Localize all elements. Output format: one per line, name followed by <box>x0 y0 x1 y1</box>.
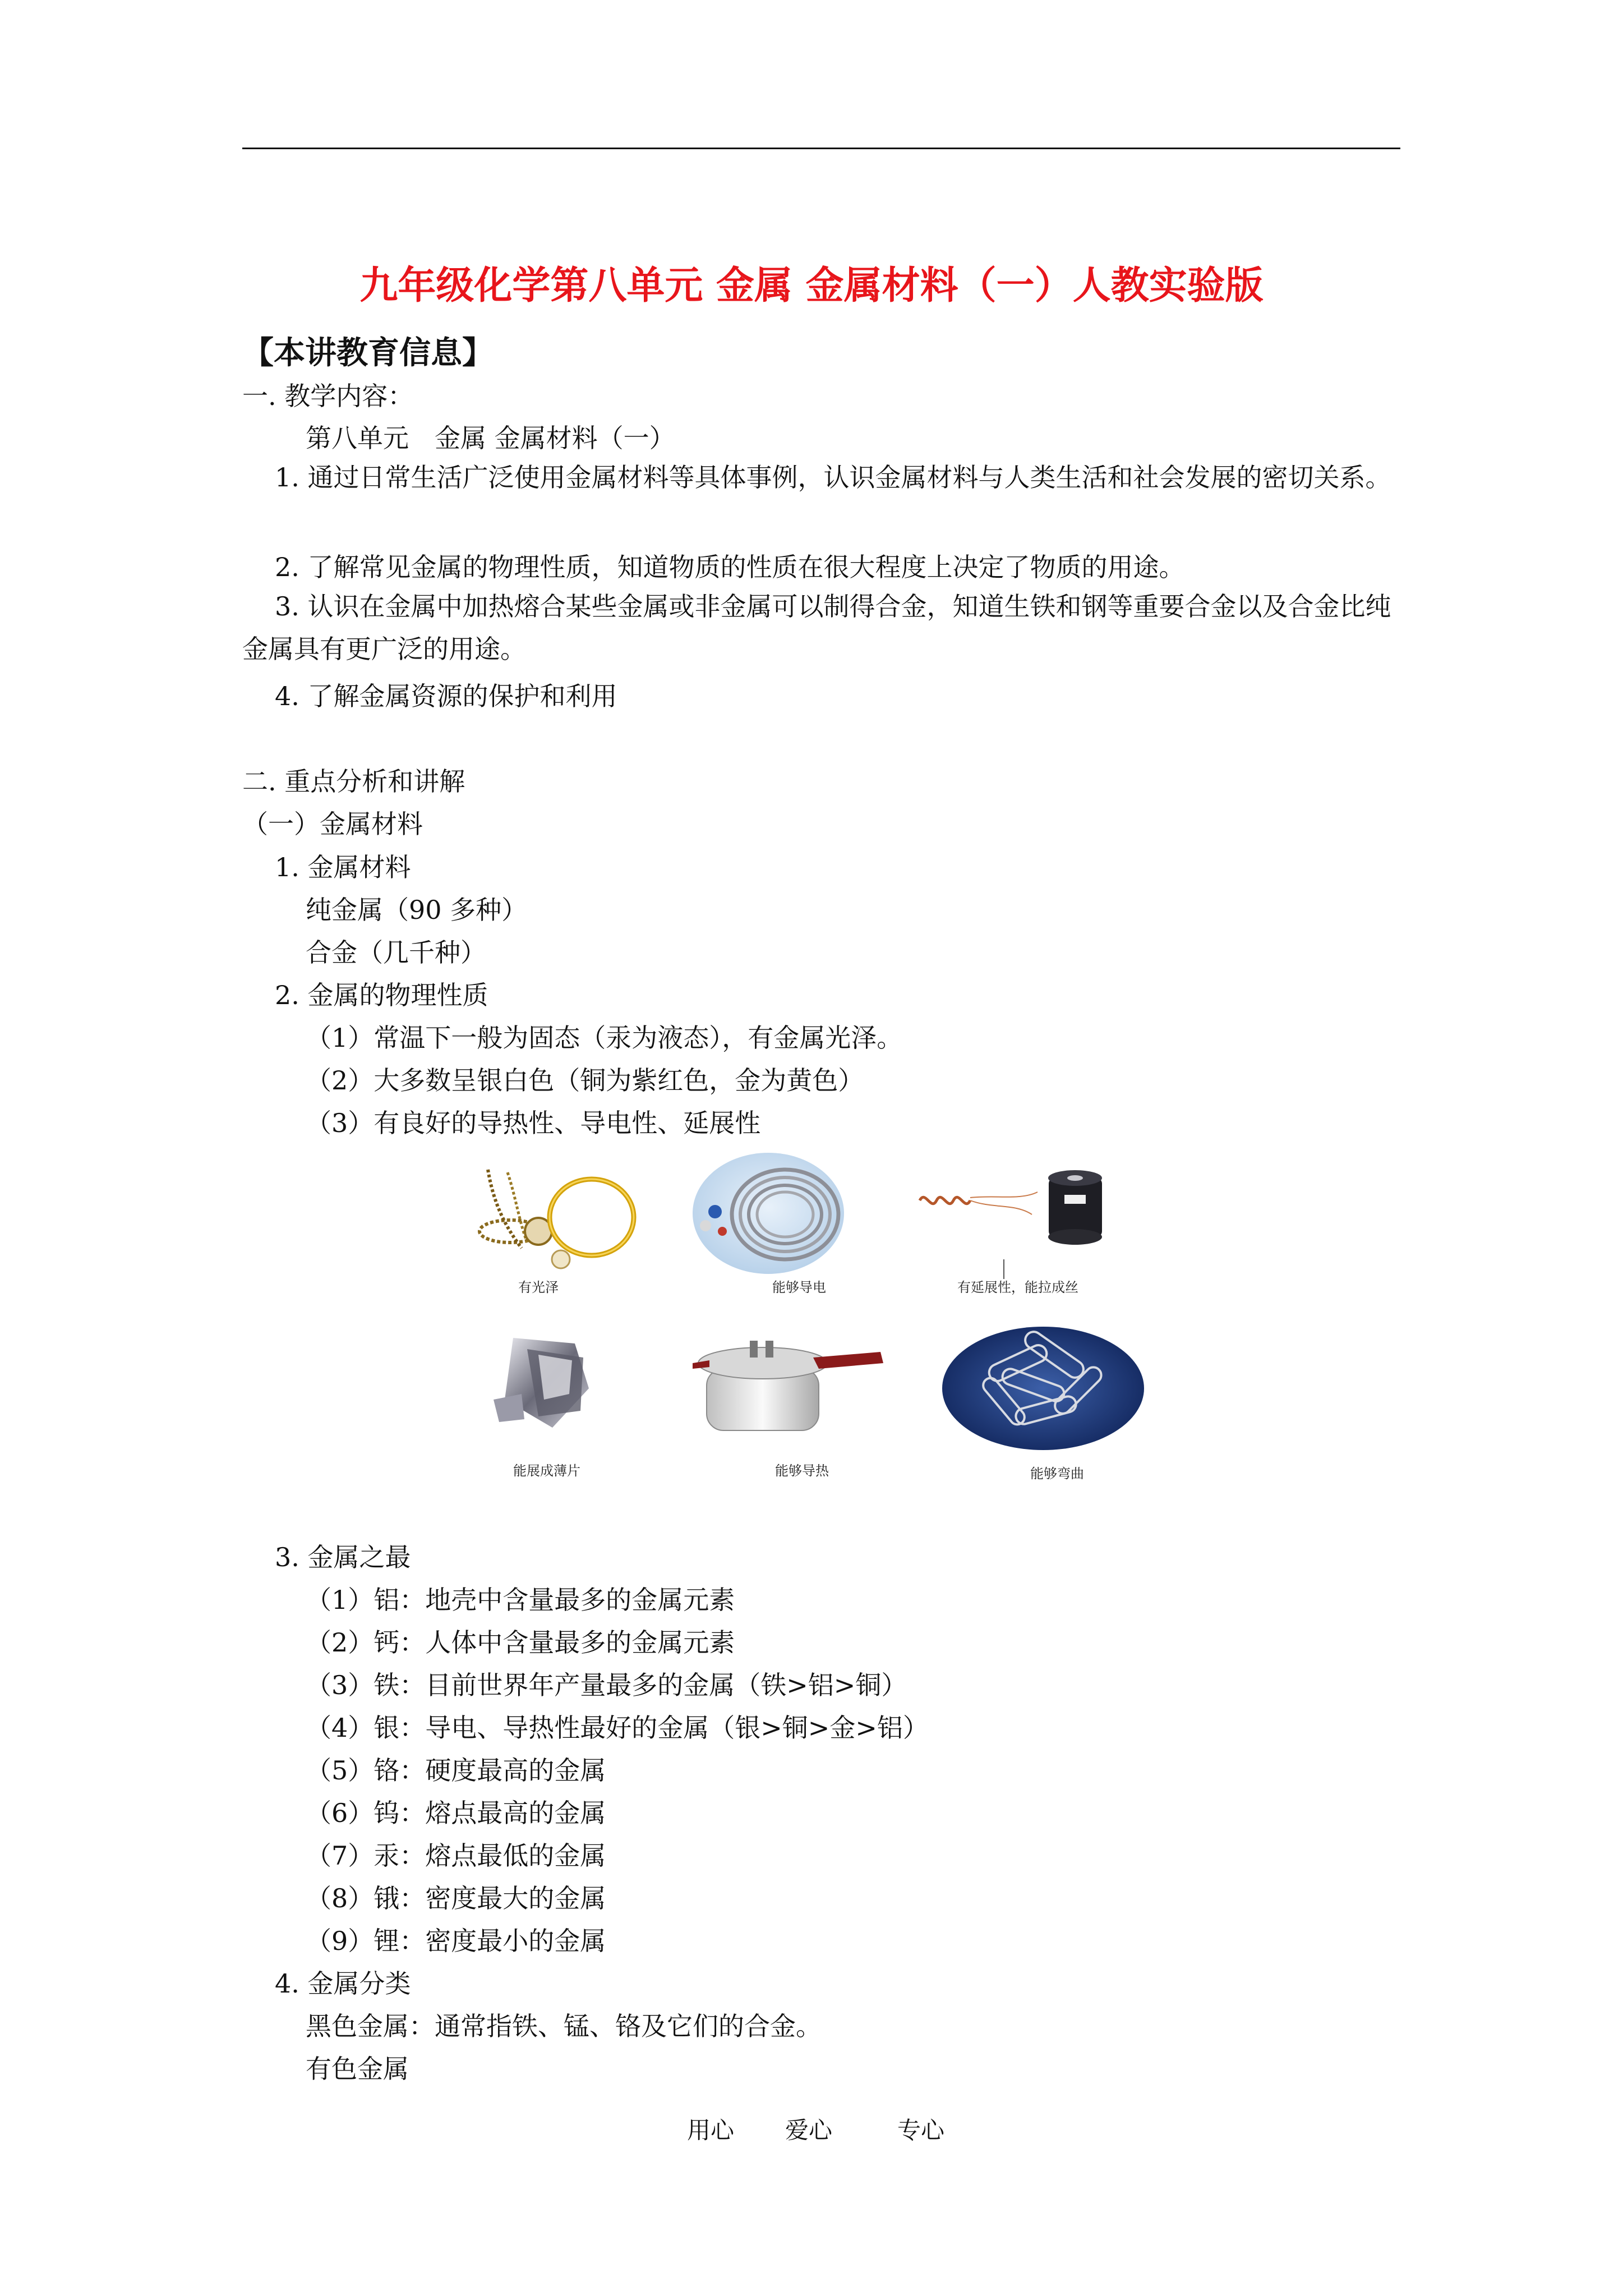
foil-photo <box>494 1338 589 1428</box>
caption-conductive: 能够导电 <box>772 1280 826 1295</box>
objective-1: 1. 通过日常生活广泛使用金属材料等具体事例，认识金属材料与人类生活和社会发展的密切关系。 <box>275 462 1391 493</box>
section2-label: 二. 重点分析和讲解 <box>242 766 465 797</box>
superlative-2: （2）钙：人体中含量最多的金属元素 <box>306 1627 735 1658</box>
caption-malleable: 能展成薄片 <box>513 1463 580 1479</box>
pure-metal-line: 纯金属（90 多种） <box>306 895 528 925</box>
superlative-7: （7）汞：熔点最低的金属 <box>306 1841 606 1871</box>
footer-motto-1: 用心 <box>687 2116 735 2144</box>
footer-motto-3: 专心 <box>897 2116 945 2144</box>
nonferrous-metals-line: 有色金属 <box>306 2054 409 2084</box>
jewelry-photo <box>479 1170 634 1268</box>
objective-2: 2. 了解常见金属的物理性质，知道物质的性质在很大程度上决定了物质的用途。 <box>275 552 1185 582</box>
caption-ductile: 有延展性，能拉成丝 <box>957 1280 1078 1295</box>
superlative-6: （6）钨：熔点最高的金属 <box>306 1798 606 1828</box>
caption-luster: 有光泽 <box>518 1280 559 1295</box>
unit-line: 第八单元 金属 金属材料（一） <box>306 423 675 453</box>
header-rule <box>242 148 1400 149</box>
paper-clips-photo <box>942 1327 1144 1450</box>
superlative-1: （1）铝：地壳中含量最多的金属元素 <box>306 1585 735 1615</box>
page-title: 九年级化学第八单元 金属 金属材料（一）人教实验版 <box>359 264 1264 308</box>
ferrous-metals-line: 黑色金属：通常指铁、锰、铬及它们的合金。 <box>306 2011 822 2041</box>
superlative-8: （8）锇：密度最大的金属 <box>306 1883 606 1913</box>
superlative-3: （3）铁：目前世界年产量最多的金属（铁>铝>铜） <box>306 1670 907 1700</box>
point2-title: 2. 金属的物理性质 <box>275 980 488 1010</box>
cable-photo <box>693 1153 844 1274</box>
caption-bendable: 能够弯曲 <box>1030 1466 1084 1481</box>
section-heading: 【本讲教育信息】 <box>242 335 494 371</box>
footer-motto-2: 爱心 <box>785 2116 833 2144</box>
point3-title: 3. 金属之最 <box>275 1542 411 1572</box>
point1-title: 1. 金属材料 <box>275 852 411 882</box>
subsection-metal-materials: （一）金属材料 <box>242 809 423 839</box>
superlative-9: （9）锂：密度最小的金属 <box>306 1926 606 1956</box>
objective-3: 3. 认识在金属中加热熔合某些金属或非金属可以制得合金，知道生铁和钢等重要合金以及合金比纯金属具有更广泛的用途。 <box>242 591 1391 664</box>
point4-title: 4. 金属分类 <box>275 1968 411 1999</box>
wire-spool-photo <box>920 1170 1102 1279</box>
caption-heat-conduction: 能够导热 <box>775 1463 829 1479</box>
metal-properties-figure <box>454 1147 1183 1489</box>
objective-4: 4. 了解金属资源的保护和利用 <box>275 681 617 711</box>
superlative-4: （4）银：导电、导热性最好的金属（银>铜>金>铝） <box>306 1713 929 1743</box>
superlative-5: （5）铬：硬度最高的金属 <box>306 1755 606 1786</box>
property-2: （2）大多数呈银白色（铜为紫红色，金为黄色） <box>306 1065 864 1096</box>
pressure-cooker-photo <box>693 1341 883 1430</box>
alloy-line: 合金（几千种） <box>306 937 486 968</box>
property-3: （3）有良好的导热性、导电性、延展性 <box>306 1108 761 1138</box>
section1-label: 一. 教学内容： <box>242 381 414 411</box>
property-1: （1）常温下一般为固态（汞为液态），有金属光泽。 <box>306 1023 903 1053</box>
